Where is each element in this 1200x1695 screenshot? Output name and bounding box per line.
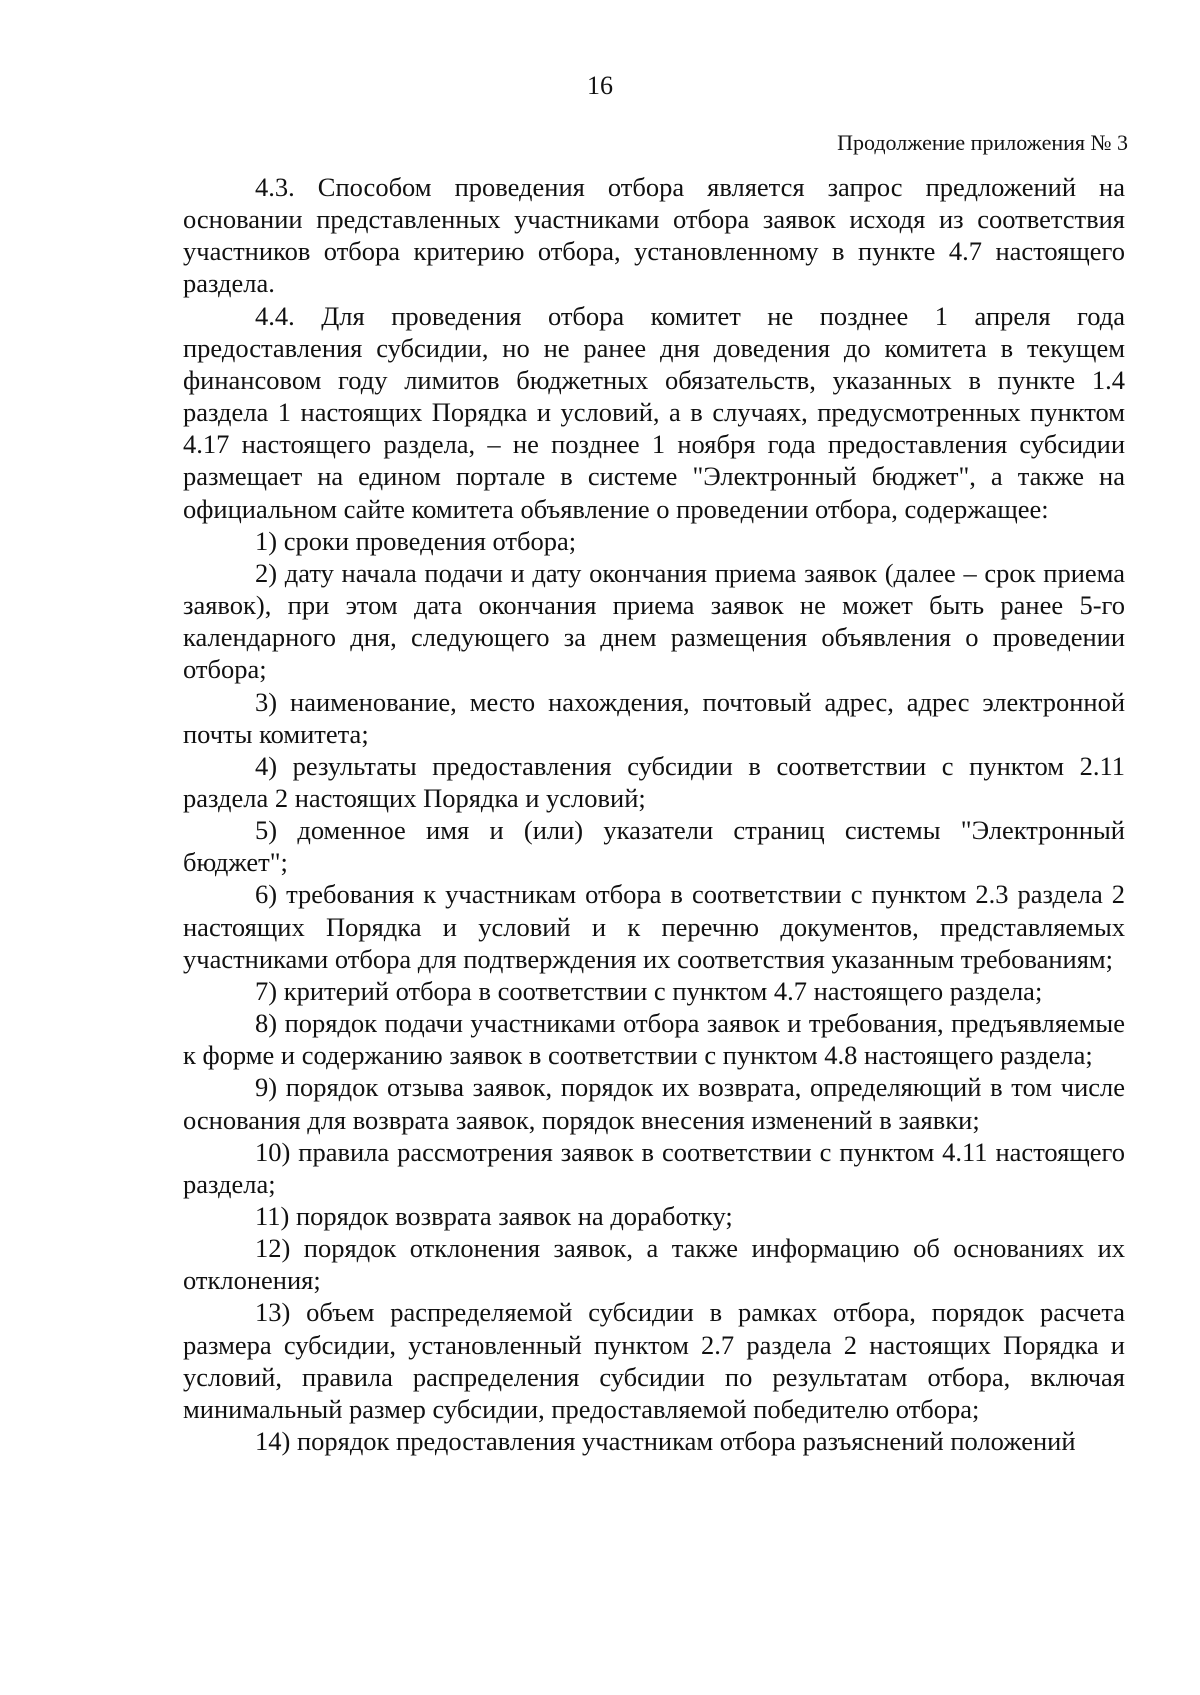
page-number: 16 [587,71,613,100]
list-item-14: 14) порядок предоставления участникам отбора разъяснений положений [255,1426,1076,1457]
list-item-12: 12) порядок отклонения заявок, а также информацию об основаниях их отклонения; [183,1233,1125,1296]
paragraph-4-4: 4.4. Для проведения отбора комитет не позднее 1 апреля года предоставления субсидии, но не ранее дня доведения до комитета в текущем финансовом году лимитов бюджетных обязательств, указанных в пункте 1.4 раздела 1 настоящих Порядка и условий, а в случаях, предусмотренных пунктом 4.17 настоящего раздела, – не позднее 1 ноября года предоставления субсидии размещает на едином портале в системе "Электронный бюджет", а также на официальном сайте комитета объявление о проведении отбора, содержащее: [183,300,1125,524]
list-item-2: 2) дату начала подачи и дату окончания приема заявок (далее – срок приема заявок), при этом дата окончания приема заявок не может быть ранее 5-го календарного дня, следующего за днем размещения объявления о проведении отбора; [183,557,1125,685]
paragraph-4-3: 4.3. Способом проведения отбора является запрос предложений на основании представленных участниками отбора заявок исходя из соответствия участников отбора критерию отбора, установленному в пункте 4.7 настоящего раздела. [183,172,1125,299]
list-item-3: 3) наименование, место нахождения, почтовый адрес, адрес электронной почты комитета; [183,686,1125,749]
list-item-1: 1) сроки проведения отбора; [255,525,577,556]
list-item-4: 4) результаты предоставления субсидии в соответствии с пунктом 2.11 раздела 2 настоящих Порядка и условий; [183,750,1125,813]
document-body [183,171,1125,1457]
list-item-10: 10) правила рассмотрения заявок в соответствии с пунктом 4.11 настоящего раздела; [183,1136,1125,1199]
list-item-9: 9) порядок отзыва заявок, порядок их возврата, определяющий в том числе основания для возврата заявок, порядок внесения изменений в заявки; [183,1072,1125,1135]
list-item-11: 11) порядок возврата заявок на доработку; [255,1201,733,1231]
list-item-13: 13) объем распределяемой субсидии в рамках отбора, порядок расчета размера субсидии, установленный пунктом 2.7 раздела 2 настоящих Порядка и условий, правила распределения субсидии по результатам отбора, включая минимальный размер субсидии, предоставляемой победителю отбора; [183,1297,1125,1424]
list-item-7: 7) критерий отбора в соответствии с пунктом 4.7 настоящего раздела; [255,975,1043,1006]
appendix-continuation-note: Продолжение приложения № 3 [837,130,1128,155]
list-item-5: 5) доменное имя и (или) указатели страниц системы "Электронный бюджет"; [183,815,1125,878]
list-item-6: 6) требования к участникам отбора в соответствии с пунктом 2.3 раздела 2 настоящих Порядка и условий и к перечню документов, представляемых участниками отбора для подтверждения их соответствия указанным требованиям; [183,879,1125,974]
list-item-8: 8) порядок подачи участниками отбора заявок и требования, предъявляемые к форме и содержанию заявок в соответствии с пунктом 4.8 настоящего раздела; [183,1008,1125,1071]
